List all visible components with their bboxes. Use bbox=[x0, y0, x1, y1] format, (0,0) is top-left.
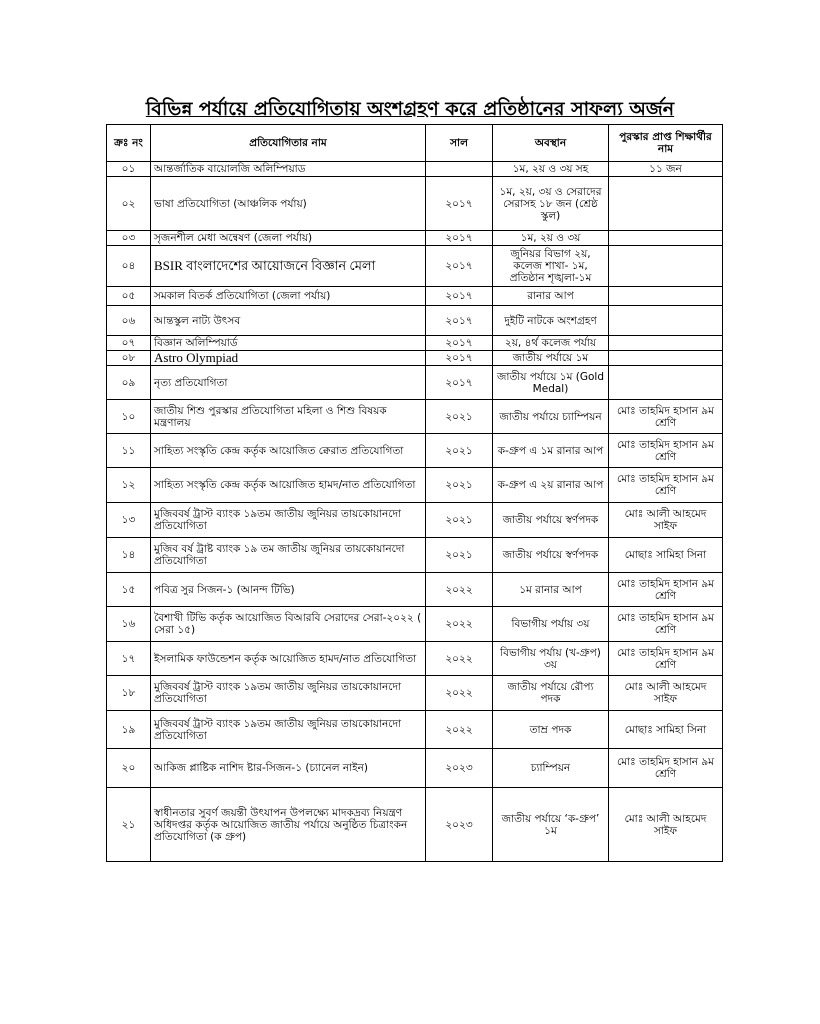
year-cell bbox=[426, 162, 493, 177]
serial-cell: ০৪ bbox=[107, 246, 151, 287]
table-row bbox=[107, 366, 723, 400]
winner-cell bbox=[609, 306, 723, 336]
winner-cell: ১১ জন bbox=[609, 162, 723, 177]
header-competition-name: প্রতিযোগিতার নাম bbox=[151, 125, 426, 162]
year-cell: ২০১৭ bbox=[426, 306, 493, 336]
winner-cell: মোঃ তাহমিদ হাসান ৯ম শ্রেণি bbox=[609, 434, 723, 468]
winner-cell: মোঃ তাহমিদ হাসান ৯ম শ্রেণি bbox=[609, 642, 723, 676]
year-cell: ২০১৭ bbox=[426, 246, 493, 287]
competition-name-cell: মুজিববর্ষ ট্রাস্ট ব্যাংক ১৯তম জাতীয় জুনিয়র তায়কোয়ানদো প্রতিযোগিতা bbox=[151, 503, 426, 538]
serial-cell: ১৩ bbox=[107, 503, 151, 538]
winner-cell: মোঃ আলী আহমেদ সাইফ bbox=[609, 788, 723, 862]
position-cell: ক-গ্রুপ এ ১ম রানার আপ bbox=[493, 434, 609, 468]
serial-cell: ০৩ bbox=[107, 231, 151, 246]
year-cell: ২০২২ bbox=[426, 676, 493, 711]
position-cell: জাতীয় পর্যায়ে স্বর্ণপদক bbox=[493, 538, 609, 573]
serial-cell: ১৯ bbox=[107, 711, 151, 749]
competition-name-cell: সাহিত্য সংস্কৃতি কেন্দ্র কর্তৃক আয়োজিত ক্বেরাত প্রতিযোগিতা bbox=[151, 434, 426, 468]
table-row bbox=[107, 538, 723, 573]
position-cell: ১ম, ২য় ও ৩য় সহ bbox=[493, 162, 609, 177]
table-row bbox=[107, 676, 723, 711]
table-row bbox=[107, 336, 723, 351]
page-title: বিভিন্ন পর্যায়ে প্রতিযোগিতায় অংশগ্রহণ করে প্রতিষ্ঠানের সাফল্য অর্জন bbox=[145, 98, 675, 120]
competition-name-cell: Astro Olympiad bbox=[151, 351, 426, 366]
competition-name-cell: বিজ্ঞান অলিম্পিয়ার্ড bbox=[151, 336, 426, 351]
serial-cell: ০৬ bbox=[107, 306, 151, 336]
position-cell: জাতীয় পর্যায়ে চ্যাম্পিয়ন bbox=[493, 400, 609, 434]
competition-name-cell: আন্তর্জাতিক বায়োলজি অলিম্পিয়াড bbox=[151, 162, 426, 177]
header-serial: ক্রঃ নং bbox=[107, 125, 151, 162]
competition-name-cell: সমকাল বিতর্ক প্রতিযোগিতা (জেলা পর্যায়) bbox=[151, 287, 426, 306]
serial-cell: ০৭ bbox=[107, 336, 151, 351]
table-row bbox=[107, 177, 723, 231]
serial-cell: ১৪ bbox=[107, 538, 151, 573]
table-row bbox=[107, 642, 723, 676]
year-cell: ২০২১ bbox=[426, 503, 493, 538]
position-cell: জুনিয়র বিভাগ ২য়, কলেজ শাখা- ১ম, প্রতিষ্ঠান শৃঙ্খলা-১ম bbox=[493, 246, 609, 287]
competition-name-cell: মুজিববর্ষ ট্রাস্ট ব্যাংক ১৯তম জাতীয় জুনিয়র তায়কোয়ানদো প্রতিযোগিতা bbox=[151, 711, 426, 749]
winner-cell: মোঃ তাহমিদ হাসান ৯ম শ্রেণি bbox=[609, 607, 723, 642]
position-cell: তাম্র পদক bbox=[493, 711, 609, 749]
position-cell: জাতীয় পর্যায়ে ১ম (Gold Medal) bbox=[493, 366, 609, 400]
serial-cell: ১০ bbox=[107, 400, 151, 434]
winner-cell: মোছাঃ সামিহা সিনা bbox=[609, 711, 723, 749]
table-row bbox=[107, 749, 723, 788]
winner-cell: মোঃ তাহমিদ হাসান ৯ম শ্রেণি bbox=[609, 749, 723, 788]
year-cell: ২০২১ bbox=[426, 400, 493, 434]
position-cell: দুইটি নাটকে অংশগ্রহণ bbox=[493, 306, 609, 336]
table-row bbox=[107, 503, 723, 538]
winner-cell: মোঃ আলী আহমেদ সাইফ bbox=[609, 503, 723, 538]
competition-name-cell: ভাষা প্রতিযোগিতা (আঞ্চলিক পর্যায়) bbox=[151, 177, 426, 231]
position-cell: রানার আপ bbox=[493, 287, 609, 306]
year-cell: ২০২২ bbox=[426, 711, 493, 749]
year-cell: ২০১৭ bbox=[426, 366, 493, 400]
serial-cell: ১২ bbox=[107, 468, 151, 503]
serial-cell: ২১ bbox=[107, 788, 151, 862]
table-row bbox=[107, 434, 723, 468]
position-cell: ১ম, ২য়, ৩য় ও সেরাদের সেরাসহ ১৮ জন (শ্রেষ্ঠ স্কুল) bbox=[493, 177, 609, 231]
serial-cell: ১৫ bbox=[107, 573, 151, 607]
competition-name-cell: আকিজ প্লাষ্টিক নাশিদ ষ্টার-সিজন-১ (চ্যানেল নাইন) bbox=[151, 749, 426, 788]
table-row bbox=[107, 788, 723, 862]
year-cell: ২০২৩ bbox=[426, 749, 493, 788]
position-cell: ১ম রানার আপ bbox=[493, 573, 609, 607]
table-row bbox=[107, 162, 723, 177]
year-cell: ২০২৩ bbox=[426, 788, 493, 862]
serial-cell: ০১ bbox=[107, 162, 151, 177]
serial-cell: ১৭ bbox=[107, 642, 151, 676]
competition-name-cell: বৈশাখী টিভি কর্তৃক আয়োজিত বিআরবি সেরাদের সেরা-২০২২ ( সেরা ১৫) bbox=[151, 607, 426, 642]
winner-cell bbox=[609, 351, 723, 366]
position-cell: চ্যাম্পিয়ন bbox=[493, 749, 609, 788]
table-row bbox=[107, 711, 723, 749]
competition-name-cell: জাতীয় শিশু পুরস্কার প্রতিযোগিতা মহিলা ও শিশু বিষয়ক মন্ত্রণালয় bbox=[151, 400, 426, 434]
year-cell: ২০২১ bbox=[426, 468, 493, 503]
competition-name-cell: স্বাধীনতার সুবর্ণ জয়ন্তী উৎযাপন উপলক্ষ্যে মাদকদ্রব্য নিয়ন্ত্রণ অধিদপ্তর কর্তৃক আয়োজিত জাতীয় পর্যায়ে অনুষ্ঠিত চিত্রাংকন প্রতিযোগিতা (ক গ্রুপ) bbox=[151, 788, 426, 862]
serial-cell: ০৫ bbox=[107, 287, 151, 306]
serial-cell: ০৯ bbox=[107, 366, 151, 400]
table-row bbox=[107, 468, 723, 503]
competition-name-cell: পবিত্র সুর সিজন-১ (আনন্দ টিভি) bbox=[151, 573, 426, 607]
winner-cell: মোঃ আলী আহমেদ সাইফ bbox=[609, 676, 723, 711]
winner-cell bbox=[609, 287, 723, 306]
position-cell: ক-গ্রুপ এ ২য় রানার আপ bbox=[493, 468, 609, 503]
header-position: অবস্থান bbox=[493, 125, 609, 162]
table-row bbox=[107, 287, 723, 306]
header-winner: পুরস্কার প্রাপ্ত শিক্ষার্থীর নাম bbox=[609, 125, 723, 162]
year-cell: ২০১৭ bbox=[426, 177, 493, 231]
serial-cell: ১৬ bbox=[107, 607, 151, 642]
year-cell: ২০২২ bbox=[426, 573, 493, 607]
competition-name-cell: মুজিববর্ষ ট্রাস্ট ব্যাংক ১৯তম জাতীয় জুনিয়র তায়কোয়ানদো প্রতিযোগিতা bbox=[151, 676, 426, 711]
competition-name-cell: আন্তস্কুল নাট্য উৎসব bbox=[151, 306, 426, 336]
table-row bbox=[107, 573, 723, 607]
header-year: সাল bbox=[426, 125, 493, 162]
serial-cell: ২০ bbox=[107, 749, 151, 788]
year-cell: ২০১৭ bbox=[426, 351, 493, 366]
position-cell: বিভাগীয় পর্যায় ৩য় bbox=[493, 607, 609, 642]
table-row bbox=[107, 607, 723, 642]
serial-cell: ১১ bbox=[107, 434, 151, 468]
year-cell: ২০২২ bbox=[426, 607, 493, 642]
serial-cell: ০২ bbox=[107, 177, 151, 231]
winner-cell bbox=[609, 177, 723, 231]
winner-cell bbox=[609, 246, 723, 287]
winner-cell: মোঃ তাহমিদ হাসান ৯ম শ্রেণি bbox=[609, 468, 723, 503]
position-cell: বিভাগীয় পর্যায় (খ-গ্রুপ) ৩য় bbox=[493, 642, 609, 676]
competition-name-cell: মুজিব বর্ষ ট্রাষ্ট ব্যাংক ১৯ তম জাতীয় জুনিয়র তায়কোয়ানদো প্রতিযোগিতা bbox=[151, 538, 426, 573]
position-cell: জাতীয় পর্যায়ে ১ম bbox=[493, 351, 609, 366]
year-cell: ২০২১ bbox=[426, 434, 493, 468]
header-row bbox=[107, 125, 723, 162]
winner-cell bbox=[609, 366, 723, 400]
year-cell: ২০১৭ bbox=[426, 287, 493, 306]
year-cell: ২০২১ bbox=[426, 538, 493, 573]
position-cell: জাতীয় পর্যায়ে রৌপ্য পদক bbox=[493, 676, 609, 711]
winner-cell bbox=[609, 336, 723, 351]
position-cell: জাতীয় পর্যায়ে ‘ক-গ্রুপ’ ১ম bbox=[493, 788, 609, 862]
winner-cell: মোছাঃ সামিহা সিনা bbox=[609, 538, 723, 573]
winner-cell: মোঃ তাহমিদ হাসান ৯ম শ্রেণি bbox=[609, 400, 723, 434]
table-row bbox=[107, 246, 723, 287]
table-row bbox=[107, 306, 723, 336]
year-cell: ২০১৭ bbox=[426, 231, 493, 246]
competition-name-cell: নৃত্য প্রতিযোগিতা bbox=[151, 366, 426, 400]
position-cell: ২য়, ৪র্থ কলেজ পর্যায় bbox=[493, 336, 609, 351]
serial-cell: ০৮ bbox=[107, 351, 151, 366]
winner-cell bbox=[609, 231, 723, 246]
competition-name-cell: ইসলামিক ফাউন্ডেশন কর্তৃক আয়োজিত হামদ/নাত প্রতিযোগিতা bbox=[151, 642, 426, 676]
table-row bbox=[107, 231, 723, 246]
year-cell: ২০১৭ bbox=[426, 336, 493, 351]
table-row bbox=[107, 351, 723, 366]
year-cell: ২০২২ bbox=[426, 642, 493, 676]
winner-cell: মোঃ তাহমিদ হাসান ৯ম শ্রেণি bbox=[609, 573, 723, 607]
competition-name-cell: সৃজনশীল মেধা অন্বেষণ (জেলা পর্যায়) bbox=[151, 231, 426, 246]
serial-cell: ১৮ bbox=[107, 676, 151, 711]
competition-name-cell: BSIR বাংলাদেশের আয়োজনে বিজ্ঞান মেলা bbox=[151, 246, 426, 287]
position-cell: জাতীয় পর্যায়ে স্বর্ণপদক bbox=[493, 503, 609, 538]
competition-name-cell: সাহিত্য সংস্কৃতি কেন্দ্র কর্তৃক আয়োজিত হামদ/নাত প্রতিযোগিতা bbox=[151, 468, 426, 503]
achievements-table bbox=[106, 124, 723, 862]
table-row bbox=[107, 400, 723, 434]
position-cell: ১ম, ২য় ও ৩য় bbox=[493, 231, 609, 246]
